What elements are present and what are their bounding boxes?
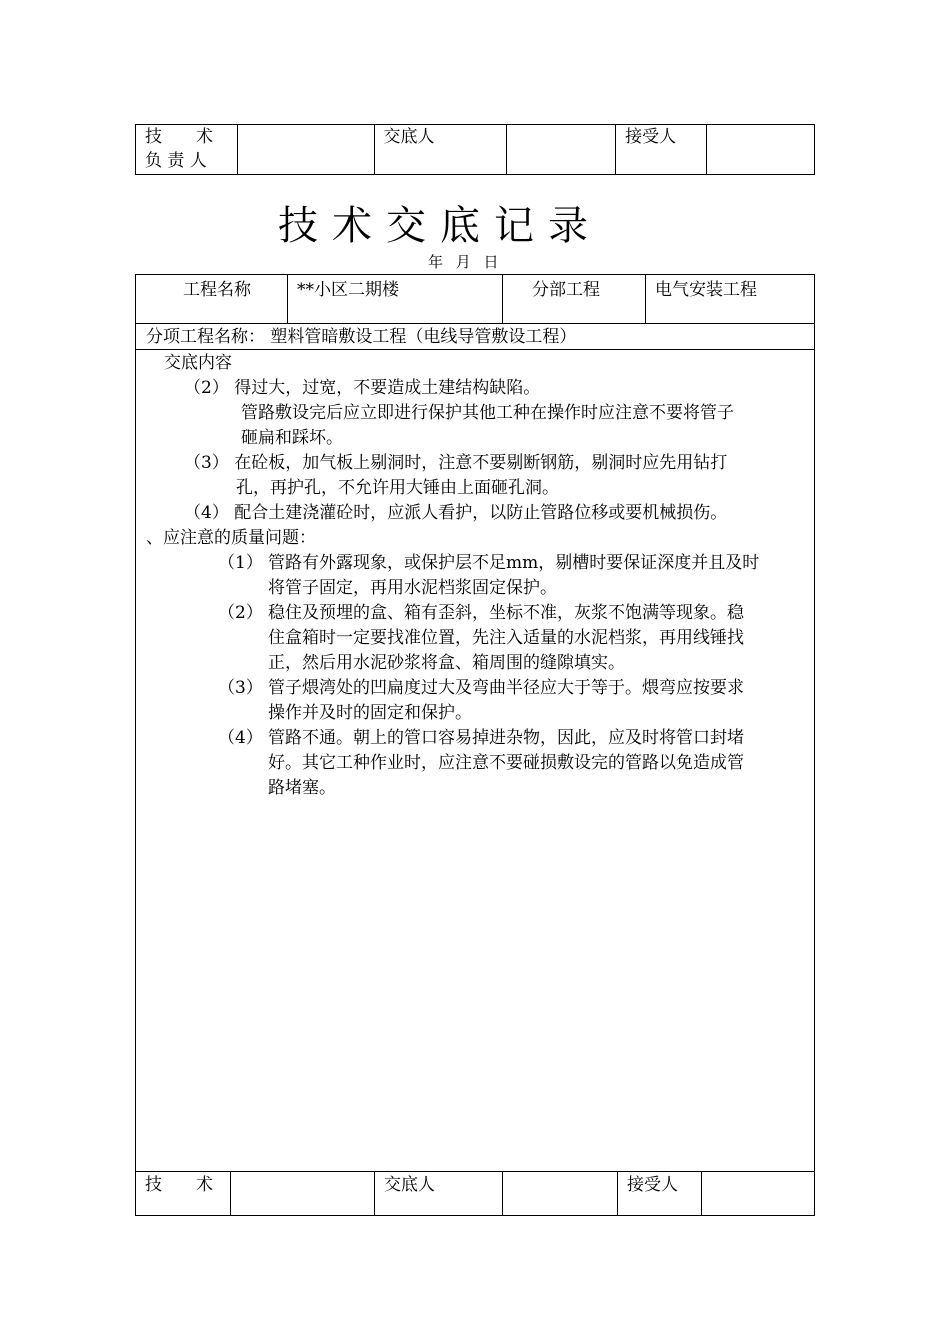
header-col-divider-1 (287, 275, 288, 323)
bottom-col-divider-2 (374, 1171, 375, 1216)
tech-lead-label-cell (136, 125, 238, 175)
bottom-receiver-value-cell[interactable] (702, 1172, 814, 1216)
date-label: 年 月 日 (428, 253, 503, 271)
tech-lead-label-line1: 技 术 (145, 127, 213, 147)
header-divider (136, 323, 814, 324)
content-line: 路堵塞。 (268, 778, 336, 798)
issue-number: （4） (218, 728, 263, 748)
handover-label-cell (374, 125, 506, 175)
tech-lead-label-line2: 负 责 人 (145, 151, 207, 171)
content-line: 稳住及预埋的盒、箱有歪斜，坐标不准，灰浆不饱满等现象。稳 (268, 603, 744, 623)
content-line: 管子煨湾处的凹扁度过大及弯曲半径应大于等于。煨弯应按要求 (268, 678, 744, 698)
content-line: 住盒箱时一定要找准位置，先注入适量的水泥档浆，再用线锤找 (268, 628, 744, 648)
receiver-label: 接受人 (625, 127, 677, 147)
bottom-tech-value-cell[interactable] (231, 1172, 373, 1216)
content-line: 管路敷设完后应立即进行保护其他工种在操作时应注意不要将管子 (241, 403, 734, 423)
tech-lead-value-cell[interactable] (237, 125, 374, 175)
header-col-divider-2 (502, 275, 503, 323)
content-line: 砸扁和踩坏。 (241, 428, 343, 448)
division-value: 电气安装工程 (655, 280, 757, 300)
content-line: 正，然后用水泥砂浆将盒、箱周围的缝隙填实。 (268, 653, 625, 673)
bottom-handover-label: 交底人 (384, 1175, 435, 1195)
project-name-label: 工程名称 (183, 280, 251, 300)
record-form (135, 274, 815, 1216)
content-line: （2） 得过大，过宽，不要造成土建结构缺陷。 (184, 378, 541, 398)
issue-number: （1） (218, 553, 263, 573)
subitem-name: 分项工程名称： 塑料管暗敷设工程（电线导管敷设工程） (146, 327, 577, 347)
content-line: 操作并及时的固定和保护。 (268, 703, 472, 723)
content-line: （3） 在砼板，加气板上剔洞时，注意不要剔断钢筋，剔洞时应先用钻打 (184, 453, 728, 473)
content-line: （4） 配合土建浇灌砼时，应派人看护，以防止管路位移或要机械损伤。 (184, 503, 728, 523)
handover-value-cell[interactable] (506, 125, 615, 175)
issue-number: （2） (218, 603, 263, 623)
receiver-value-cell[interactable] (706, 125, 814, 175)
content-line: 管路不通。朝上的管口容易掉进杂物，因此，应及时将管口封堵 (268, 728, 744, 748)
handover-label: 交底人 (383, 127, 435, 147)
division-label: 分部工程 (532, 280, 600, 300)
bottom-handover-value-cell[interactable] (503, 1172, 616, 1216)
content-line: 孔，再护孔，不允许用大锤由上面砸孔洞。 (236, 478, 559, 498)
top-signature-table (135, 124, 815, 175)
content-line: 、应注意的质量问题： (146, 528, 316, 548)
subitem-divider (136, 349, 814, 350)
bottom-receiver-label: 接受人 (627, 1175, 678, 1195)
header-col-divider-3 (645, 275, 646, 323)
page-title: 技术交底记录 (278, 203, 602, 249)
issue-number: （3） (218, 678, 263, 698)
content-heading: 交底内容 (164, 353, 232, 373)
content-line: 好。其它工种作业时，应注意不要碰损敷设完的管路以免造成管 (268, 753, 744, 773)
bottom-tech-label: 技 术 (145, 1175, 213, 1195)
content-line: 将管子固定，再用水泥档浆固定保护。 (268, 578, 557, 598)
bottom-col-divider-4 (617, 1171, 618, 1216)
receiver-label-cell (616, 125, 707, 175)
project-name-value: **小区二期楼 (297, 280, 399, 300)
content-line: 管路有外露现象，或保护层不足mm，剔槽时要保证深度并且及时 (268, 553, 760, 573)
